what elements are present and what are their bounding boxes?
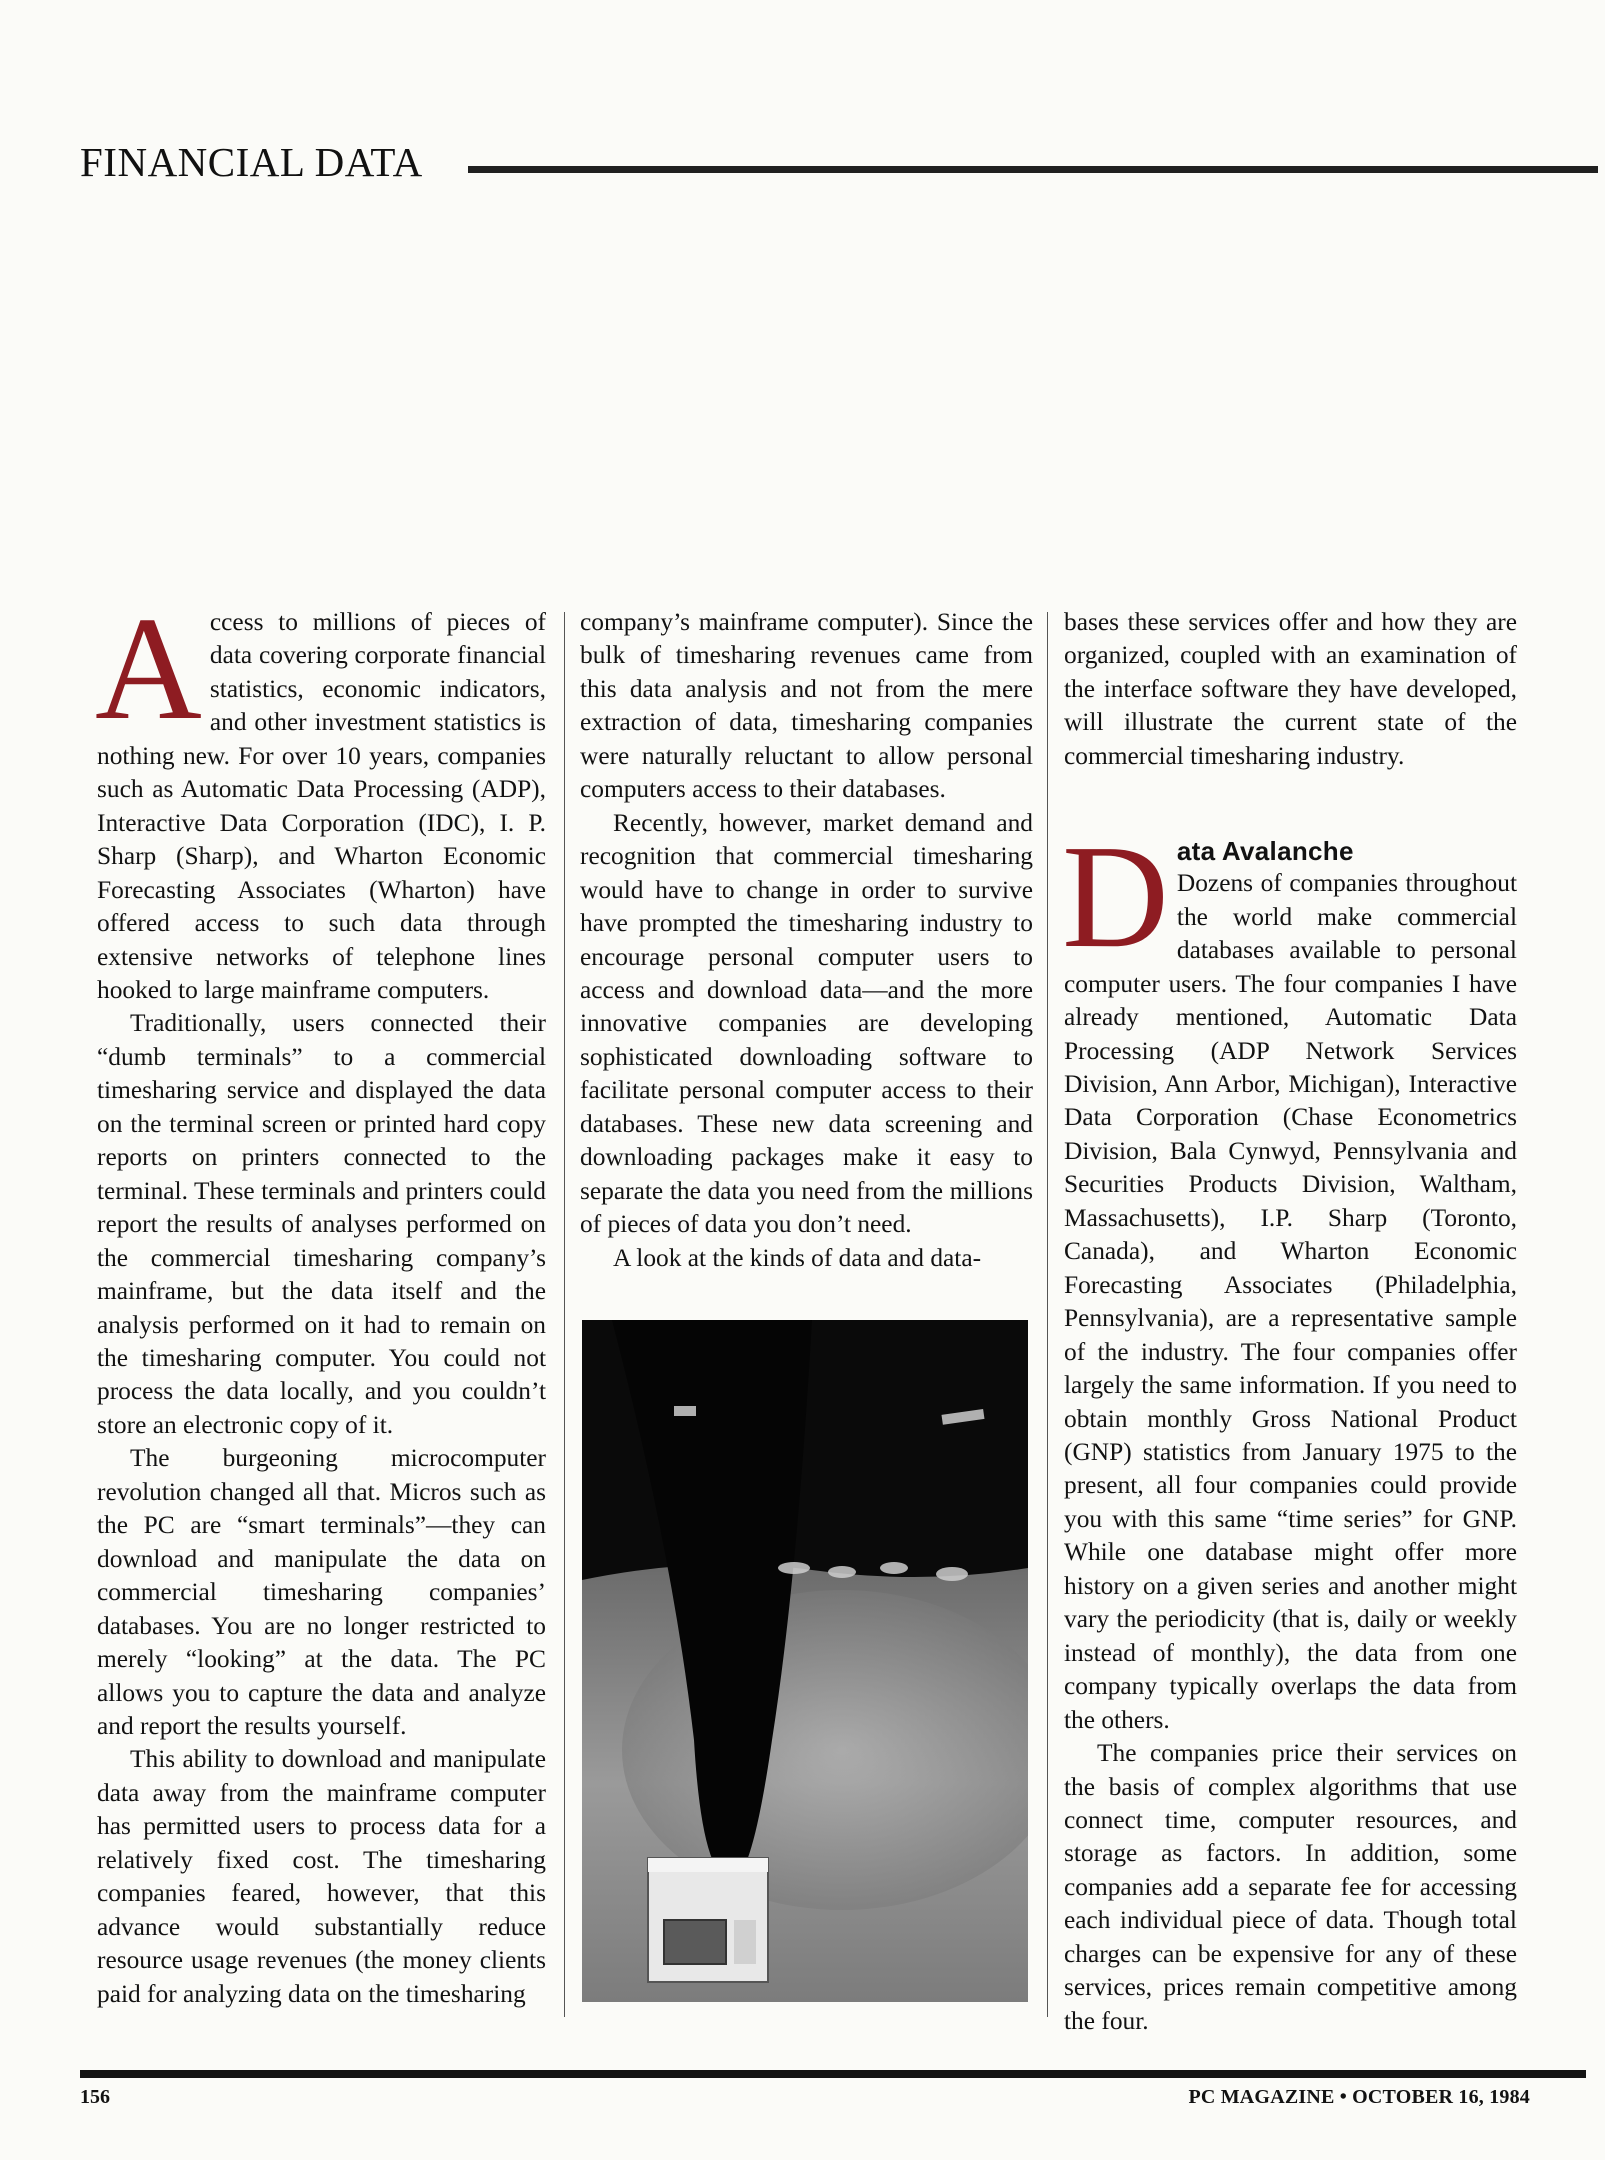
paragraph-text: ccess to millions of pieces of data covering corporate financial statistics, economic indicators, and other investment statistics is nothing new. For over 10 years, companies such as Automatic Data Processing (ADP), Interactive Data Corporation (IDC), I. P. Sharp (Sharp), and Wharton Economic Forecasting Associates (Wharton) have offered access to such data through extensive networks of telephone lines hooked to large mainframe computers. [97, 608, 546, 1004]
title-rule [468, 166, 1598, 173]
article-photo [582, 1320, 1028, 2002]
column-divider [1047, 612, 1048, 2017]
paragraph: company’s mainframe computer). Since the bulk of timesharing revenues came from this data analysis and not from the mere extraction of data, timesharing companies were naturally reluctant to allow personal computers access to their databases. [580, 608, 1033, 804]
paragraph: Traditionally, users connected their “dumb terminals” to a commercial timesharing service and displayed the data on the terminal screen or printed hard copy reports on printers connected to the terminal. These terminals and printers could report the results of analyses performed on the commercial timesharing company’s mainframe, but the data itself and the analysis performed on it had to remain on the timesharing computer. You could not process the data locally, and you couldn’t store an electronic copy of it. [97, 1009, 546, 1439]
section-title: FINANCIAL DATA [80, 139, 423, 185]
article-column-2 [580, 606, 1033, 1275]
paragraph: Recently, however, market demand and recognition that commercial timesharing would have to change in order to survive have prompted the timesharing industry to encourage personal computer users to access and download data—and the more innovative companies are developing sophisticated downloading software to facilitate personal computer access to their databases. These new data screening and downloading packages make it easy to separate the data you need from the millions of pieces of data you don’t need. [580, 808, 1033, 1239]
drop-cap: A [95, 587, 202, 751]
page-number: 156 [80, 2086, 110, 2108]
paragraph: The companies price their services on the basis of complex algorithms that use connect time, computer resources, and storage as factors. In addition, some companies add a separate fee for accessing each individual piece of data. Though total charges can be expensive for any of these services, prices remain competitive among the four. [1064, 1739, 1517, 2035]
paragraph-text: Dozens of companies throughout the world make commercial databases available to personal computer users. The four companies I have already mentioned, Automatic Data Processing (ADP Network Services Division, Ann Arbor, Michigan), Interactive Data Corporation (Chase Econometrics Division, Bala Cynwyd, Pennsylvania and Securities Products Division, Waltham, Massachusetts), I.P. Sharp (Toronto, Canada), and Wharton Economic Forecasting Associates (Philadelphia, Pennsylvania), are a representative sample of the industry. The four companies offer largely the same information. If you need to obtain monthly Gross National Product (GNP) statistics from January 1975 to the present, all four companies could provide you with this same “time series” for GNP. While one database might offer more history on a given series and another might vary the periodicity (that is, daily or weekly instead of monthly), the data from one company typically overlaps the data from the others. [1064, 869, 1517, 1734]
subhead: ata Avalanche [1176, 836, 1354, 867]
paragraph: A look at the kinds of data and data- [613, 1243, 982, 1272]
paragraph: This ability to download and manipulate data away from the mainframe computer has permitted users to process data for a relatively fixed cost. The timesharing companies feared, however, that this advance would substantially reduce resource usage revenues (the money clients paid for analyzing data on the timesharing [97, 1745, 546, 2008]
article-column-3 [1064, 606, 1517, 2038]
avalanche-photo-illustration [582, 1320, 1028, 2002]
paragraph [1062, 815, 1517, 1737]
publication-line: PC MAGAZINE • OCTOBER 16, 1984 [1188, 2086, 1530, 2108]
article-column-1 [95, 587, 546, 2011]
column-divider [564, 612, 565, 2017]
paragraph [95, 587, 546, 1007]
footer-rule [80, 2070, 1586, 2078]
paragraph: bases these services offer and how they are organized, coupled with an examination of the interface software they have developed, will illustrate the current state of the commercial timesharing industry. [1064, 608, 1517, 770]
paragraph: The burgeoning microcomputer revolution changed all that. Micros such as the PC are “smart terminals”—they can download and manipulate the data on commercial timesharing companies’ databases. You are no longer restricted to merely “looking” at the data. The PC allows you to capture the data and analyze and report the results yourself. [97, 1444, 546, 1740]
drop-cap: D [1062, 815, 1169, 980]
